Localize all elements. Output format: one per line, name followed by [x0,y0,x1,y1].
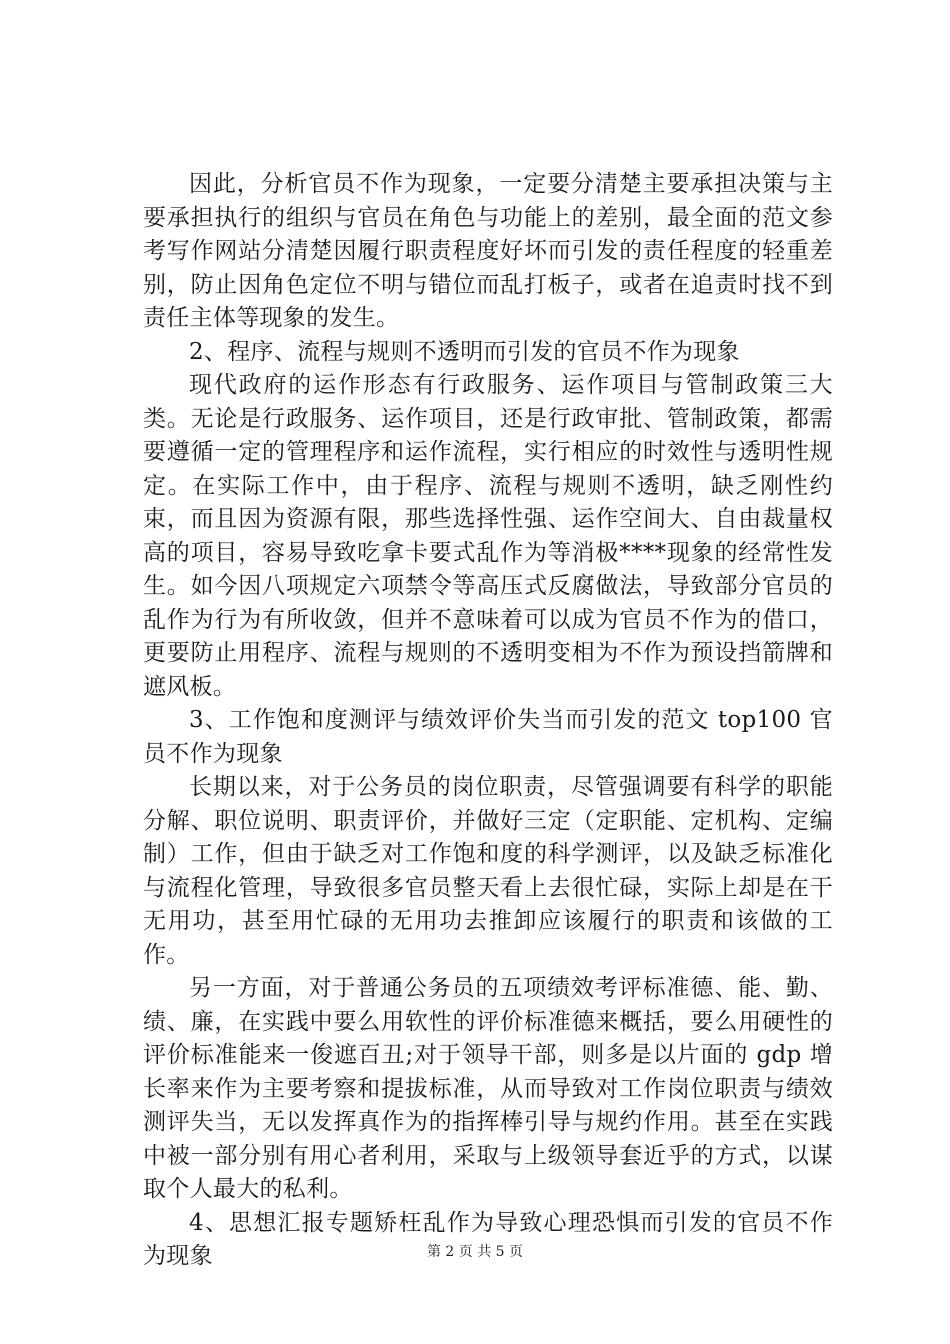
paragraph-3: 长期以来，对于公务员的岗位职责，尽管强调要有科学的职能分解、职位说明、职责评价，并做好三定（定职能、定机构、定编制）工作，但由于缺乏对工作饱和度的科学测评，以及缺乏标准化与流程化管理，导致很多官员整天看上去很忙碌，实际上却是在干无用功，甚至用忙碌的无用功去推卸应该履行的职责和该做的工作。 [143,774,833,968]
paragraph-1: 因此，分析官员不作为现象，一定要分清楚主要承担决策与主要承担执行的组织与官员在角色与功能上的差别，最全面的范文参考写作网站分清楚因履行职责程度好坏而引发的责任程度的轻重差别，防止因角色定位不明与错位而乱打板子，或者在追责时找不到责任主体等现象的发生。 [143,171,833,331]
paragraph-4: 另一方面，对于普通公务员的五项绩效考评标准德、能、勤、绩、廉，在实践中要么用软性的评价标准德来概括，要么用硬性的评价标准能来一俊遮百丑;对于领导干部，则多是以片面的 gdp 增长率来作为主要考察和提拔标准，从而导致对工作岗位职责与绩效测评失当，无以发挥真作为的指挥棒引导与规约作用。甚至在实践中被一部分别有用心者利用，采取与上级领导套近乎的方式，以谋取个人最大的私利。 [143,975,833,1202]
document-body [143,168,833,1274]
paragraph-2: 现代政府的运作形态有行政服务、运作项目与管制政策三大类。无论是行政服务、运作项目，还是行政审批、管制政策，都需要遵循一定的管理程序和运作流程，实行相应的时效性与透明性规定。在实际工作中，由于程序、流程与规则不透明，缺乏刚性约束，而且因为资源有限，那些选择性强、运作空间大、自由裁量权高的项目，容易导致吃拿卡要式乱作为等消极****现象的经常性发生。如今因八项规定六项禁令等高压式反腐做法，导致部分官员的乱作为行为有所收敛，但并不意味着可以成为官员不作为的借口，更要防止用程序、流程与规则的不透明变相为不作为预设挡箭牌和遮风板。 [143,372,833,700]
heading-3: 3、工作饱和度测评与绩效评价失当而引发的范文 top100 官员不作为现象 [143,707,833,767]
heading-2: 2、程序、流程与规则不透明而引发的官员不作为现象 [189,338,740,365]
page-number-footer: 第 2 页 共 5 页 [426,1244,524,1260]
heading-4: 4、思想汇报专题矫枉乱作为导致心理恐惧而引发的官员不作为现象 [143,1209,833,1269]
